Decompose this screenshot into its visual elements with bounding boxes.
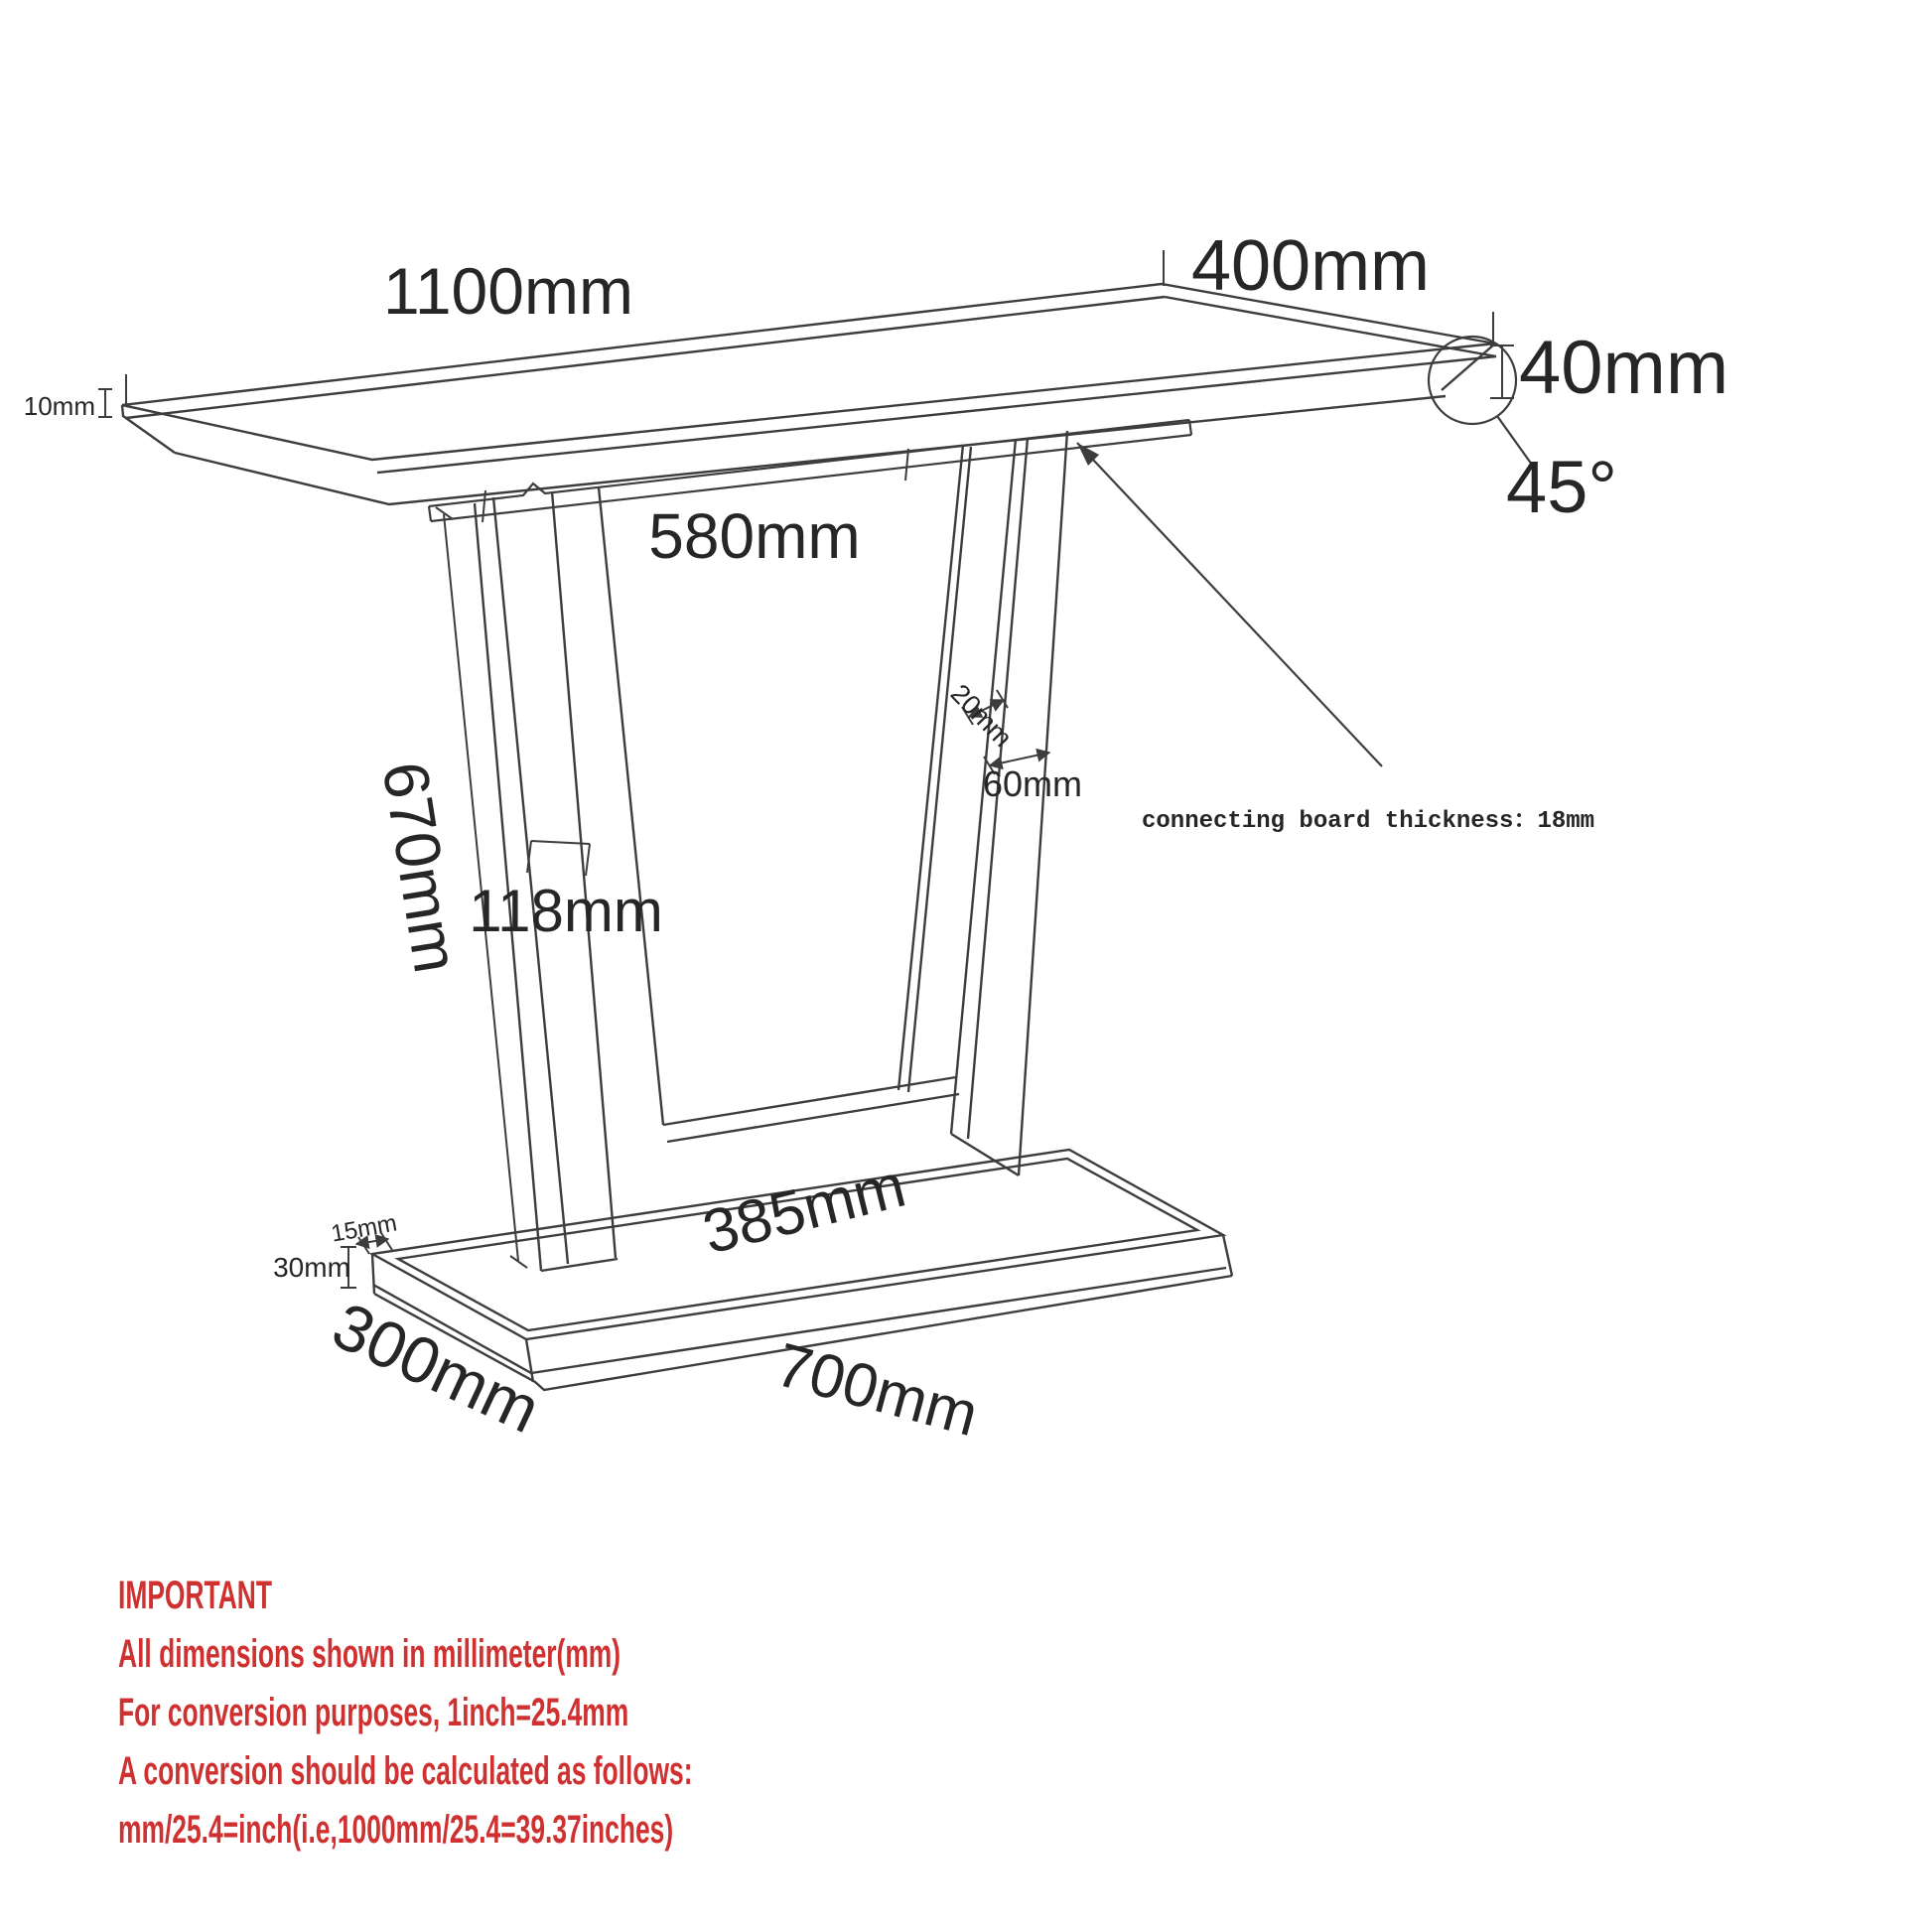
dim-base-inset: 15mm bbox=[329, 1209, 399, 1248]
dim-base-height: 30mm bbox=[273, 1252, 350, 1283]
dim-inner-top-width: 580mm bbox=[648, 500, 861, 572]
tabletop-lines bbox=[122, 284, 1496, 504]
note-leader bbox=[1077, 443, 1382, 766]
important-line-2: For conversion purposes, 1inch=25.4mm bbox=[118, 1691, 629, 1734]
dim-board-thickness: 20mm bbox=[944, 678, 1019, 754]
connecting-board-note: connecting board thickness：18mm bbox=[1142, 808, 1595, 835]
dim-base-depth: 300mm bbox=[322, 1288, 552, 1448]
important-line-4: mm/25.4=inch(i.e,1000mm/25.4=39.37inches) bbox=[118, 1808, 674, 1852]
dim-edge-angle: 45° bbox=[1506, 446, 1617, 528]
dim-top-length: 1100mm bbox=[383, 254, 633, 328]
important-title: IMPORTANT bbox=[118, 1574, 272, 1617]
important-line-1: All dimensions shown in millimeter(mm) bbox=[118, 1632, 621, 1676]
important-note-block bbox=[118, 1567, 760, 1860]
dim-leg-height: 670mm bbox=[368, 757, 473, 978]
dim-leg-panel-width: 118mm bbox=[469, 878, 663, 944]
dim-board-offset: 60mm bbox=[982, 763, 1083, 804]
dim-top-lip: 10mm bbox=[23, 391, 95, 421]
v-bottom-connector-lines bbox=[663, 1077, 959, 1142]
dim-inner-bottom-width: 385mm bbox=[696, 1151, 912, 1268]
dimension-marks bbox=[98, 250, 1514, 1288]
important-line-3: A conversion should be calculated as follows: bbox=[118, 1749, 693, 1793]
dim-base-length: 700mm bbox=[768, 1330, 986, 1450]
dim-edge-height: 40mm bbox=[1519, 326, 1729, 410]
dim-top-depth: 400mm bbox=[1190, 226, 1431, 306]
